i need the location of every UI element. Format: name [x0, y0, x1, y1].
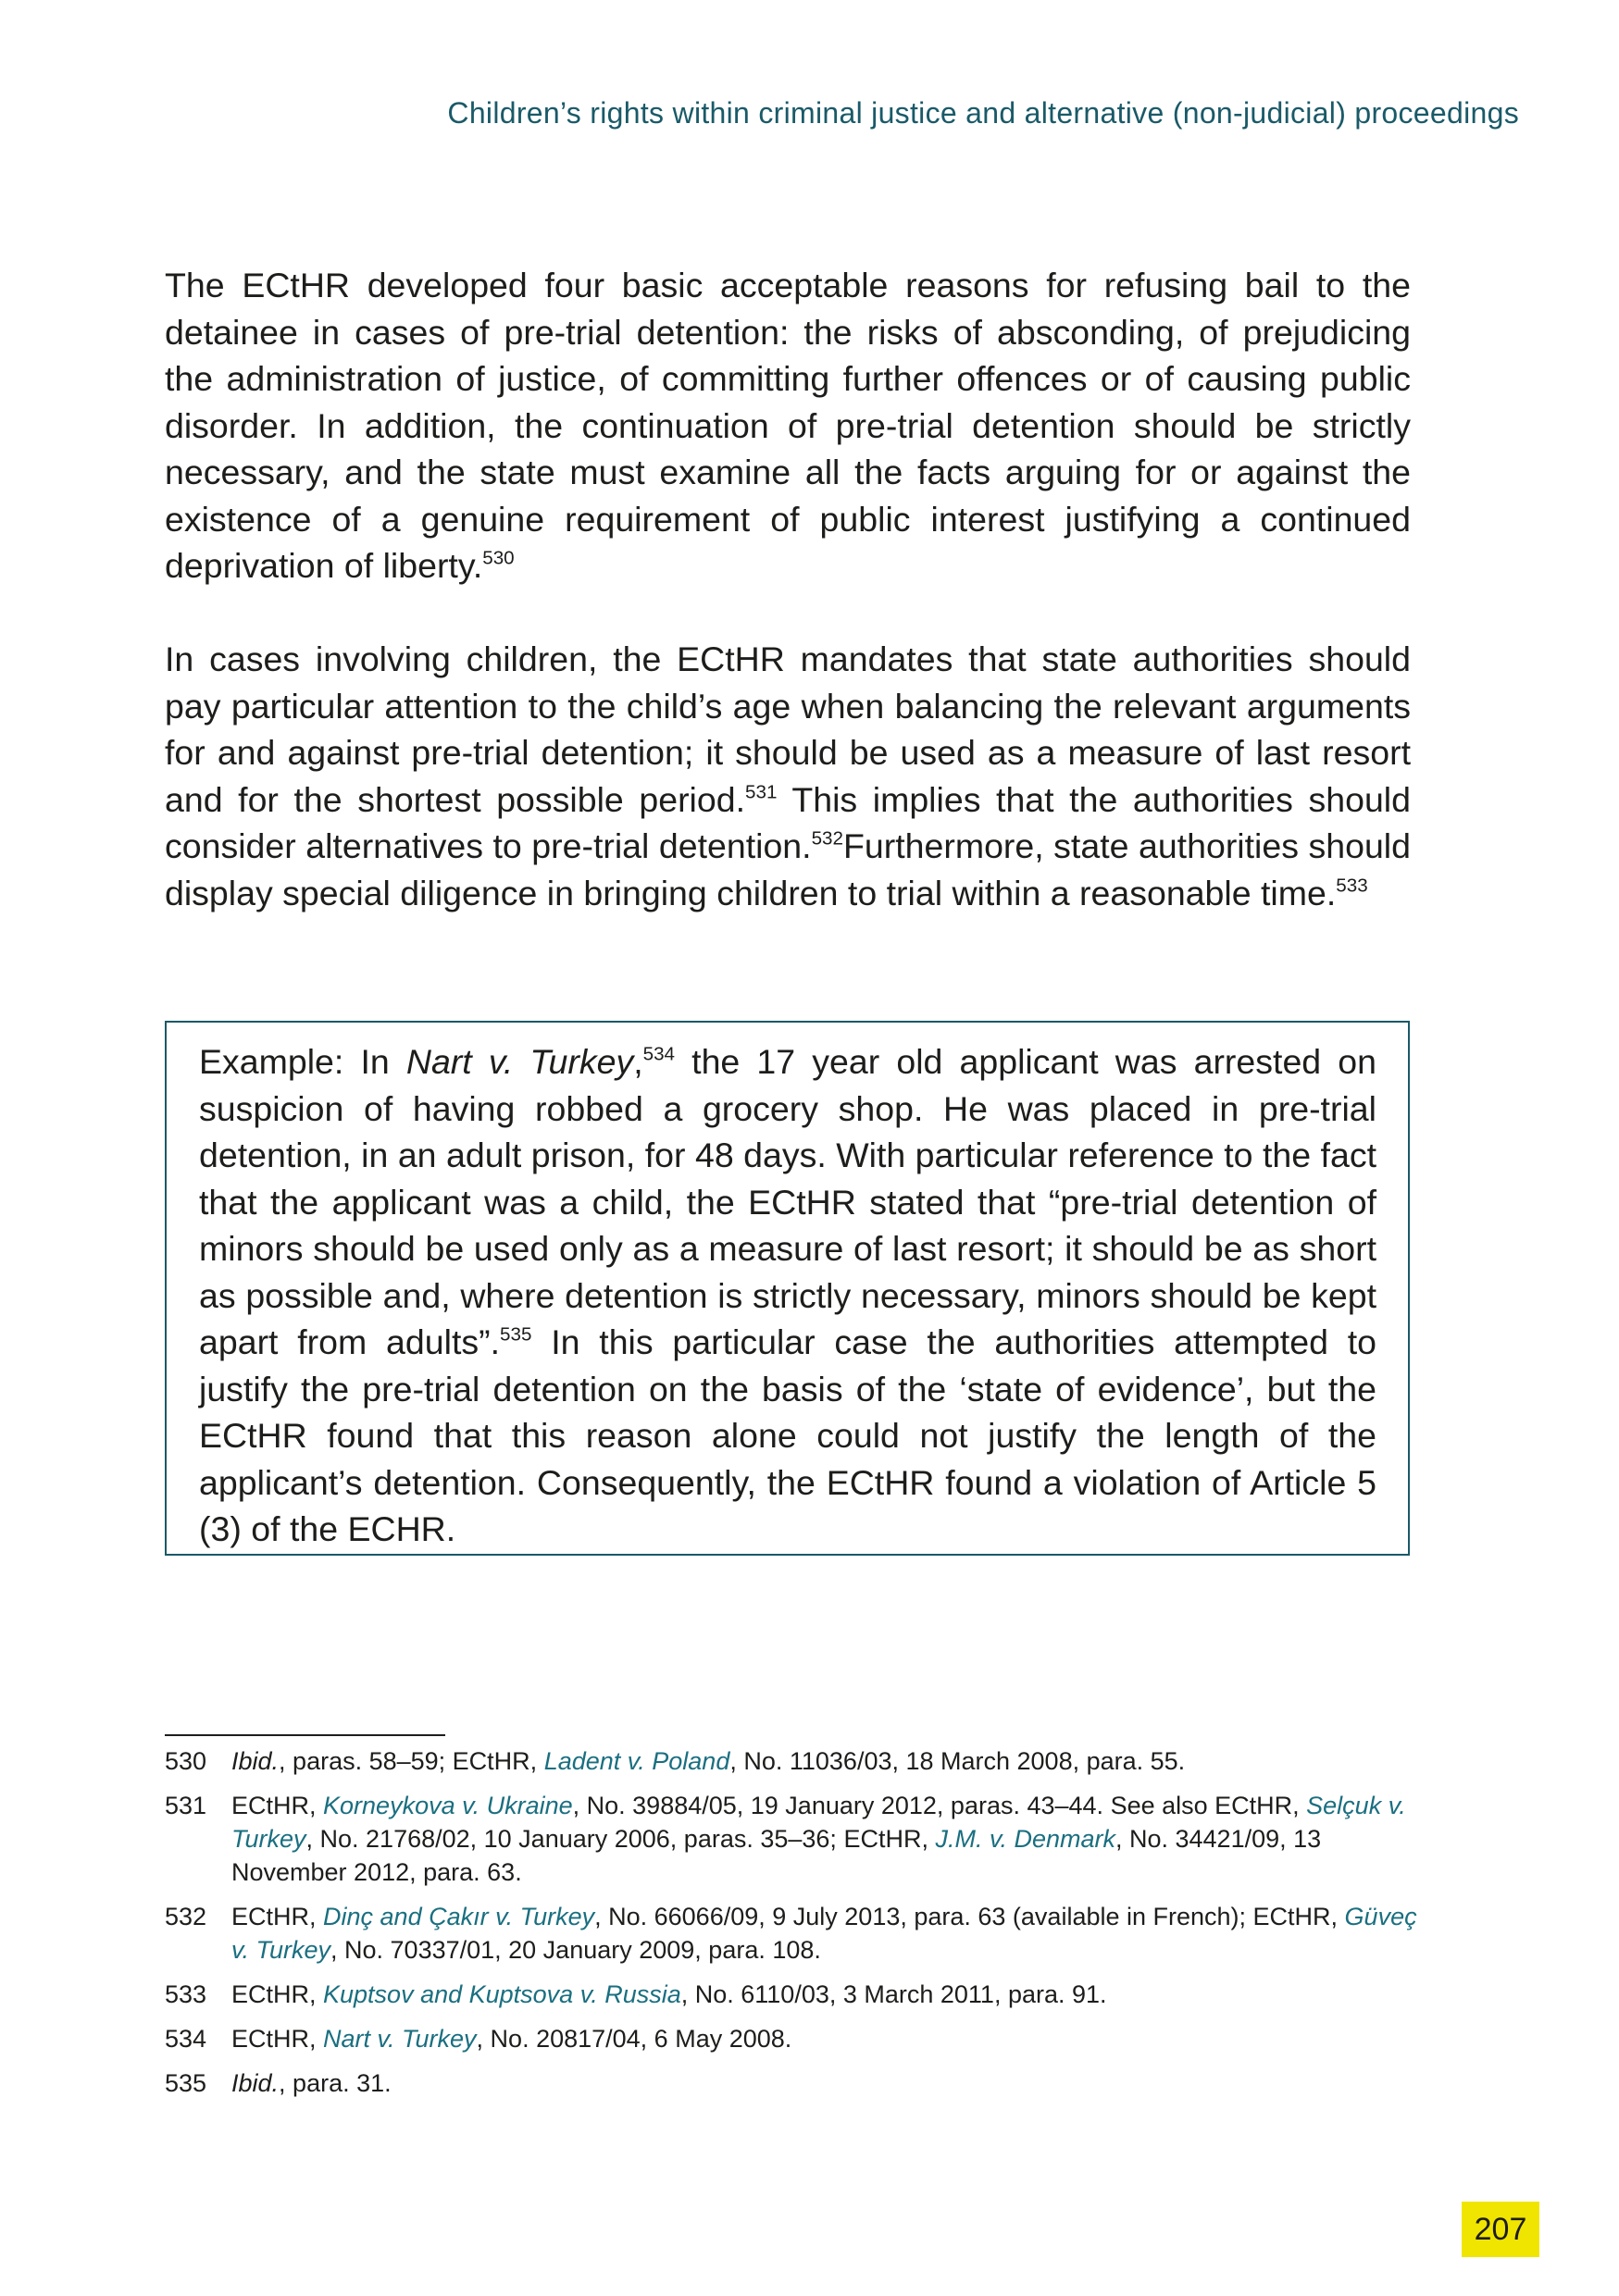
- running-header: Children’s rights within criminal justice and alternative (non-judicial) proceedings: [447, 96, 1519, 130]
- footnote-text: [231, 2022, 1424, 2055]
- paragraph-text: The ECtHR developed four basic acceptable reasons for refusing bail to the detainee in cases of pre-trial detention: the risks of absconding, of prejudicing the administration of justice, of committing further offences or of causing public disorder. In addition, the continuation of pre-trial detention should be strictly necessary, and the state must examine all the facts arguing for or against the existence of a genuine requirement of public interest justifying a continued deprivation of liberty.: [165, 266, 1411, 585]
- footnote-number: 533: [165, 1980, 207, 2008]
- footnote-ibid: Ibid.: [231, 2069, 280, 2097]
- example-case-name: Nart v. Turkey: [405, 1042, 634, 1081]
- footnote-text-part: , No. 21768/02, 10 January 2006, paras. 35–36; ECtHR,: [305, 1825, 936, 1853]
- footnote-number: 532: [165, 1903, 207, 1930]
- case-link-kuptsov[interactable]: Kuptsov and Kuptsova v. Russia: [323, 1980, 681, 2008]
- example-text-part: the 17 year old applicant was arrested on suspicion of having robbed a grocery shop. He was placed in pre-trial detention, in an adult prison, for 48 days. With particular reference to the fact that the applicant was a child, the ECtHR stated that “pre-trial detention of minors should be used only as a measure of last resort; it should be as short as possible and, where detention is strictly necessary, minors should be kept apart from adults”.: [199, 1042, 1377, 1361]
- paragraph-text: Furthermore, state authorities should display special diligence in bringing children to trial within a reasonable time.: [165, 826, 1411, 912]
- paragraph-text: This implies that the authorities should consider alternatives to pre-trial detention.: [165, 779, 1411, 865]
- footnote-number: 534: [165, 2025, 207, 2053]
- footnote-530: [165, 1744, 1424, 1778]
- footnote-text-part: ECtHR,: [231, 1792, 324, 1819]
- footnote-divider: [165, 1734, 445, 1736]
- case-link-selcuk[interactable]: Selçuk v. Turkey: [231, 1792, 1406, 1853]
- case-link-ladent[interactable]: Ladent v. Poland: [543, 1747, 730, 1775]
- footnote-text: [231, 1789, 1424, 1889]
- footnote-532: [165, 1900, 1424, 1967]
- footnote-text-part: ECtHR,: [231, 1903, 324, 1930]
- paragraph-children-detention: [165, 636, 1411, 916]
- footnote-text-part: , No. 70337/01, 20 January 2009, para. 108.: [330, 1936, 821, 1964]
- example-text: [199, 1038, 1376, 1553]
- footnote-text: [231, 1900, 1424, 1967]
- footnote-text-part: , No. 34421/09, 13 November 2012, para. 63.: [231, 1825, 1322, 1886]
- footnote-text-part: , paras. 58–59; ECtHR,: [279, 1747, 544, 1775]
- paragraph-bail-reasons: [165, 262, 1411, 590]
- footnote-ref-532[interactable]: 532: [811, 827, 843, 850]
- footnote-text-part: , No. 66066/09, 9 July 2013, para. 63 (available in French); ECtHR,: [594, 1903, 1345, 1930]
- footnote-ref-531[interactable]: 531: [745, 781, 778, 803]
- case-link-korneykova[interactable]: Korneykova v. Ukraine: [323, 1792, 573, 1819]
- page-number: 207: [1462, 2202, 1539, 2257]
- footnote-text-part: , No. 39884/05, 19 January 2012, paras. 43–44. See also ECtHR,: [572, 1792, 1307, 1819]
- footnote-text-part: ECtHR,: [231, 1980, 324, 2008]
- case-link-guvec[interactable]: Güveç v. Turkey: [231, 1903, 1417, 1964]
- footnote-534: [165, 2022, 1424, 2055]
- footnote-number: 535: [165, 2069, 207, 2097]
- footnote-535: [165, 2066, 1424, 2100]
- case-link-nart[interactable]: Nart v. Turkey: [323, 2025, 477, 2053]
- example-text-part: In this particular case the authorities attempted to justify the pre-trial detention on the basis of the ‘state of evidence’, but the ECtHR found that this reason alone could not justify the length of the applicant’s detention. Consequently, the ECtHR found a violation of Article 5 (3) of the ECHR.: [199, 1322, 1376, 1548]
- footnote-ref-534[interactable]: 534: [642, 1043, 676, 1065]
- footnote-text: [231, 1978, 1424, 2011]
- footnote-533: [165, 1978, 1424, 2011]
- footnote-text-part: , No. 20817/04, 6 May 2008.: [476, 2025, 792, 2053]
- case-link-dinc[interactable]: Dinç and Çakır v. Turkey: [323, 1903, 595, 1930]
- footnote-number: 530: [165, 1747, 207, 1775]
- footnote-text-part: , No. 6110/03, 3 March 2011, para. 91.: [680, 1980, 1107, 2008]
- footnote-text: [231, 1744, 1424, 1778]
- footnotes: [165, 1744, 1424, 2111]
- footnote-text-part: , No. 11036/03, 18 March 2008, para. 55.: [729, 1747, 1186, 1775]
- footnote-number: 531: [165, 1792, 207, 1819]
- example-comma: ,: [633, 1042, 643, 1081]
- footnote-text-part: ECtHR,: [231, 2025, 324, 2053]
- example-lead: Example: In: [199, 1042, 406, 1081]
- footnote-ref-533[interactable]: 533: [1336, 875, 1368, 897]
- footnote-text-part: , para. 31.: [279, 2069, 392, 2097]
- footnote-ref-530[interactable]: 530: [482, 547, 515, 569]
- paragraph-text: In cases involving children, the ECtHR mandates that state authorities should pay particular attention to the child’s age when balancing the relevant arguments for and against pre-trial detention; it should be used as a measure of last resort and for the shortest possible period.: [165, 639, 1411, 819]
- footnote-ref-535[interactable]: 535: [500, 1323, 532, 1346]
- case-link-jm[interactable]: J.M. v. Denmark: [935, 1825, 1115, 1853]
- example-box: [165, 1021, 1410, 1556]
- footnote-text: [231, 2066, 1424, 2100]
- footnote-531: [165, 1789, 1424, 1889]
- footnote-ibid: Ibid.: [231, 1747, 280, 1775]
